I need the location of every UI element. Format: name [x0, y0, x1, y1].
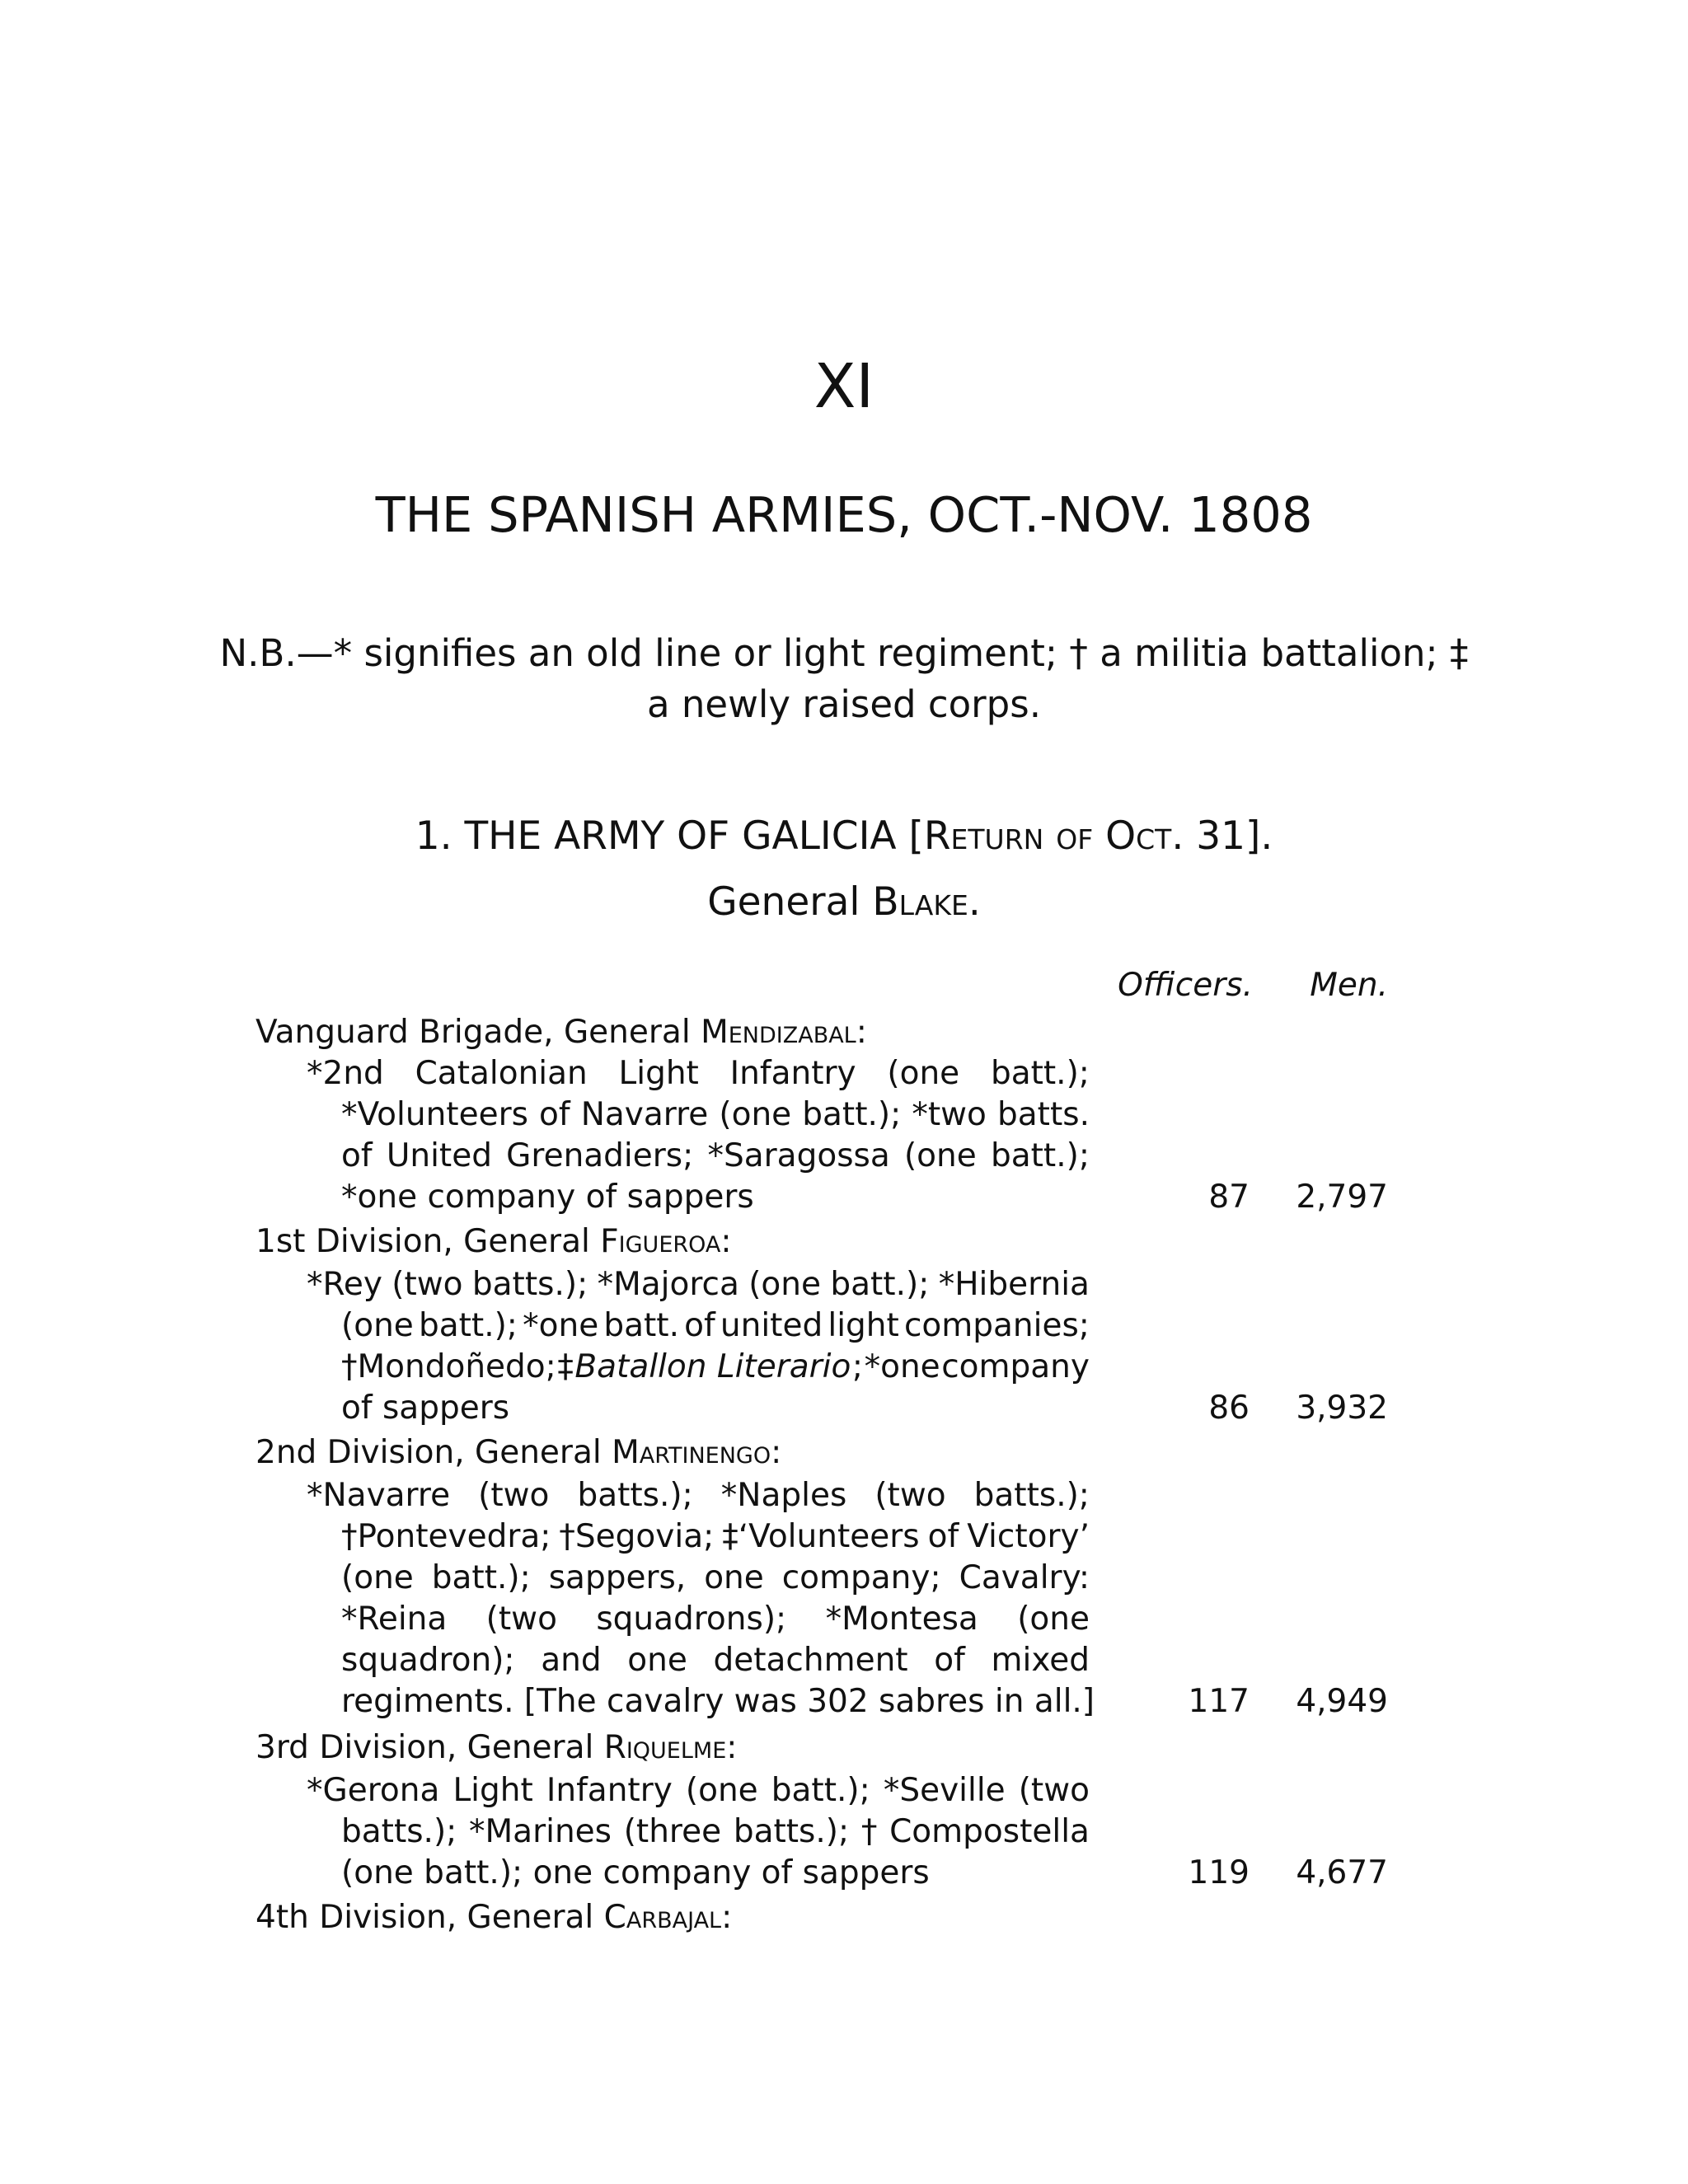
unit-description-1st-division — [307, 1264, 1090, 1429]
word: (two — [485, 1601, 557, 1638]
word: *two — [912, 1096, 987, 1133]
unit-heading-suffix: : — [726, 1729, 738, 1766]
word: ; — [851, 1348, 864, 1385]
unit-heading-suffix: : — [721, 1899, 733, 1936]
word: *2nd — [307, 1055, 384, 1092]
word: (one — [903, 1137, 977, 1174]
word: of — [341, 1137, 373, 1174]
word: batt.); — [990, 1137, 1090, 1174]
word: sappers, — [548, 1559, 687, 1596]
men-count: 3,932 — [1296, 1390, 1388, 1427]
unit-heading-suffix: : — [720, 1223, 732, 1260]
word: (one — [748, 1266, 821, 1303]
word: Infantry — [729, 1055, 856, 1092]
unit-line — [341, 1516, 1090, 1558]
word: one — [704, 1559, 764, 1596]
word: of — [539, 1096, 570, 1133]
word: company — [941, 1348, 1090, 1385]
word: Compostella — [889, 1813, 1090, 1850]
word: United — [386, 1137, 492, 1174]
legend-note: N.B.—* signifies an old line or light regiment; † a militia battalion; ‡ a newly raised corps. — [219, 631, 1469, 726]
unit-commander-name: Figueroa — [600, 1223, 721, 1260]
word: batt.); — [771, 1772, 870, 1809]
unit-heading-prefix: 2nd Division, General — [256, 1434, 612, 1471]
word: of — [927, 1518, 959, 1555]
unit-line — [341, 1599, 1090, 1640]
word: (one — [685, 1772, 758, 1809]
section-title-suffix: . 31]. — [1171, 813, 1273, 859]
word: batts.); — [973, 1477, 1090, 1514]
unit-line — [341, 1094, 1090, 1136]
word: (two — [874, 1477, 946, 1514]
word: batt.); — [431, 1559, 531, 1596]
word: of — [934, 1642, 965, 1679]
word: batts.); — [471, 1266, 588, 1303]
word: (one — [1017, 1601, 1090, 1638]
word: batts.); — [733, 1813, 850, 1850]
word: Cavalry: — [959, 1559, 1090, 1596]
word: Navarre — [580, 1096, 709, 1133]
word: † — [860, 1813, 878, 1850]
officers-count: 119 — [1188, 1854, 1250, 1891]
word: light — [828, 1307, 899, 1344]
unit-commander-name: Carbajal — [603, 1899, 722, 1936]
men-count: 4,949 — [1296, 1683, 1388, 1720]
chapter-title: THE SPANISH ARMIES, OCT.-NOV. 1808 — [375, 486, 1313, 543]
word: batt.); — [802, 1096, 902, 1133]
word: batts. — [997, 1096, 1090, 1133]
officers-count: 117 — [1188, 1683, 1250, 1720]
unit-heading-3rd-division — [256, 1727, 1162, 1769]
word: (two — [392, 1266, 463, 1303]
unit-description-3rd-division — [307, 1770, 1090, 1894]
word: Light — [618, 1055, 699, 1092]
unit-commander-name: Martinengo — [612, 1434, 771, 1471]
unit-line — [341, 1558, 1090, 1599]
unit-heading-prefix: 1st Division, General — [256, 1223, 601, 1260]
word: *Navarre — [307, 1477, 451, 1514]
word: detachment — [713, 1642, 908, 1679]
word: *Rey — [307, 1266, 382, 1303]
word: Light — [452, 1772, 533, 1809]
word: company; — [781, 1559, 941, 1596]
word: mixed — [991, 1642, 1090, 1679]
unit-description-2nd-division — [307, 1475, 1095, 1722]
unit-line — [307, 1770, 1090, 1811]
unit-heading-2nd-division — [256, 1432, 1162, 1474]
word: *Montesa — [825, 1601, 978, 1638]
italic-unit-name: Batallon Literario — [574, 1348, 851, 1385]
word: *Gerona — [307, 1772, 440, 1809]
unit-commander-name: Mendizabal — [701, 1014, 856, 1051]
unit-heading-suffix: : — [771, 1434, 782, 1471]
word: Catalonian — [415, 1055, 588, 1092]
word: of — [684, 1307, 715, 1344]
unit-line — [307, 1475, 1090, 1516]
word: *one — [864, 1348, 940, 1385]
word: batt.); — [418, 1307, 518, 1344]
word: Grenadiers; — [506, 1137, 694, 1174]
word: ‡ — [557, 1348, 574, 1385]
word: batts.); — [577, 1477, 693, 1514]
word: (two — [1018, 1772, 1090, 1809]
word: *Volunteers — [341, 1096, 528, 1133]
general-suffix: . — [968, 879, 981, 925]
word: squadrons); — [596, 1601, 787, 1638]
word: batts.); — [341, 1813, 457, 1850]
word: ‡‘Volunteers — [722, 1518, 920, 1555]
unit-description-vanguard — [307, 1053, 1090, 1218]
chapter-number: XI — [814, 351, 874, 422]
unit-heading-suffix: : — [856, 1014, 867, 1051]
unit-heading-prefix: 4th Division, General — [256, 1899, 604, 1936]
word: and — [541, 1642, 602, 1679]
word: *one — [523, 1307, 599, 1344]
word: *Saragossa — [707, 1137, 890, 1174]
word: *Majorca — [597, 1266, 739, 1303]
unit-line: regiments. [The cavalry was 302 sabres in all.] — [341, 1683, 1095, 1720]
unit-line — [341, 1811, 1090, 1853]
word: one — [627, 1642, 687, 1679]
section-title — [0, 812, 1688, 861]
word: (three — [623, 1813, 722, 1850]
word: united — [720, 1307, 823, 1344]
word: †Segovia; — [559, 1518, 715, 1555]
section-title-smallcaps: Return of Oct — [923, 813, 1172, 859]
unit-line — [341, 1136, 1090, 1177]
word: *Hibernia — [938, 1266, 1090, 1303]
unit-line — [307, 1264, 1090, 1305]
officers-count: 87 — [1208, 1179, 1250, 1216]
unit-line: *one company of sappers — [341, 1179, 754, 1216]
general-prefix: General — [707, 879, 873, 925]
word: batt.); — [990, 1055, 1090, 1092]
word: squadron); — [341, 1642, 515, 1679]
commanding-general — [0, 878, 1688, 927]
section-title-prefix: 1. THE ARMY OF GALICIA [ — [415, 813, 924, 859]
word: Victory’ — [967, 1518, 1090, 1555]
men-count: 2,797 — [1296, 1179, 1388, 1216]
unit-commander-name: Riquelme — [603, 1729, 727, 1766]
general-name-smallcaps: Blake — [872, 879, 968, 925]
unit-line — [341, 1305, 1090, 1347]
word: (one — [887, 1055, 960, 1092]
unit-heading-prefix: 3rd Division, General — [256, 1729, 604, 1766]
unit-line — [341, 1640, 1090, 1681]
word: *Reina — [341, 1601, 448, 1638]
word: †Mondoñedo; — [341, 1348, 556, 1385]
word: (one — [719, 1096, 792, 1133]
officers-count: 86 — [1208, 1390, 1250, 1427]
word: Infantry — [546, 1772, 673, 1809]
unit-heading-prefix: Vanguard Brigade, General — [256, 1014, 701, 1051]
unit-line: of sappers — [341, 1390, 510, 1427]
unit-line-with-italic — [341, 1347, 1090, 1388]
unit-line — [307, 1053, 1090, 1094]
word: batt.); — [830, 1266, 930, 1303]
word: *Marines — [469, 1813, 612, 1850]
column-header-officers: Officers. — [1118, 967, 1253, 1004]
column-header-men: Men. — [1310, 967, 1388, 1004]
word: (one — [341, 1559, 414, 1596]
word: companies; — [903, 1307, 1090, 1344]
word: *Naples — [720, 1477, 847, 1514]
unit-line: (one batt.); one company of sappers — [341, 1854, 930, 1891]
word: batt. — [603, 1307, 679, 1344]
word: (one — [341, 1307, 414, 1344]
word: *Seville — [883, 1772, 1006, 1809]
unit-heading-vanguard — [256, 1012, 1162, 1053]
unit-heading-1st-division — [256, 1221, 1162, 1263]
unit-heading-4th-division — [256, 1897, 1162, 1938]
men-count: 4,677 — [1296, 1854, 1388, 1891]
word: (two — [478, 1477, 550, 1514]
word: †Pontevedra; — [341, 1518, 551, 1555]
